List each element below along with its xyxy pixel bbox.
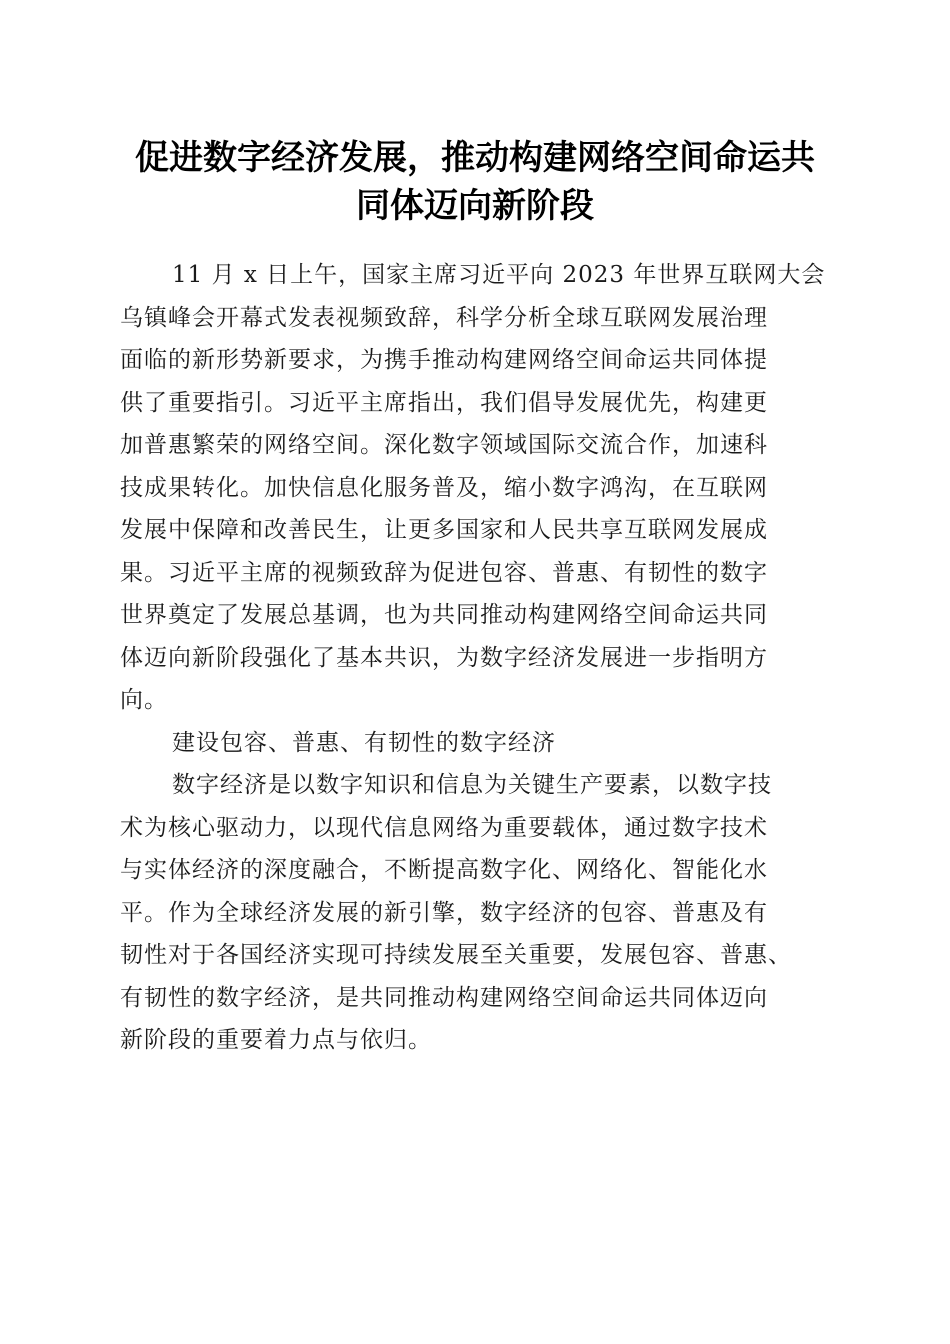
- title-line-2: 同体迈向新阶段: [356, 186, 594, 226]
- paragraph-line: 有韧性的数字经济，是共同推动构建网络空间命运共同体迈向: [120, 984, 768, 1011]
- paragraph-line: 果。习近平主席的视频致辞为促进包容、普惠、有韧性的数字: [120, 559, 768, 586]
- paragraph-line: 向。: [120, 687, 168, 713]
- paragraph-line: 韧性对于各国经济实现可持续发展至关重要，发展包容、普惠、: [120, 942, 792, 968]
- section-heading-text: 建设包容、普惠、有韧性的数字经济: [172, 729, 556, 756]
- paragraph-line: 世界奠定了发展总基调，也为共同推动构建网络空间命运共同: [120, 602, 768, 628]
- paragraph-line: 与实体经济的深度融合，不断提高数字化、网络化、智能化水: [120, 857, 768, 883]
- title-line-1: 促进数字经济发展，推动构建网络空间命运共: [135, 138, 815, 178]
- paragraph-line: 技成果转化。加快信息化服务普及，缩小数字鸿沟，在互联网: [120, 474, 768, 501]
- paragraph-line: 术为核心驱动力，以现代信息网络为重要载体，通过数字技术: [120, 814, 768, 841]
- paragraph-line: 乌镇峰会开幕式发表视频致辞，科学分析全球互联网发展治理: [120, 304, 768, 331]
- paragraph-line: 体迈向新阶段强化了基本共识，为数字经济发展进一步指明方: [120, 644, 768, 671]
- paragraph-line: 11 月 x 日上午，国家主席习近平向 2023 年世界互联网大会: [172, 262, 826, 288]
- paragraph-2: [120, 764, 835, 1062]
- paragraph-line: 新阶段的重要着力点与依归。: [120, 1027, 432, 1053]
- paragraph-line: 加普惠繁荣的网络空间。深化数字领域国际交流合作，加速科: [120, 432, 768, 458]
- document-body: [120, 254, 835, 1062]
- paragraph-line: 面临的新形势新要求，为携手推动构建网络空间命运共同体提: [120, 347, 768, 373]
- paragraph-line: 供了重要指引。习近平主席指出，我们倡导发展优先，构建更: [120, 389, 768, 416]
- paragraph-line: 发展中保障和改善民生，让更多国家和人民共享互联网发展成: [120, 517, 768, 543]
- paragraph-line: 平。作为全球经济发展的新引擎，数字经济的包容、普惠及有: [120, 899, 768, 926]
- paragraph-1: [120, 254, 835, 722]
- paragraph-line: 数字经济是以数字知识和信息为关键生产要素，以数字技: [172, 772, 772, 798]
- document-title: [100, 134, 850, 230]
- section-heading: [120, 722, 835, 765]
